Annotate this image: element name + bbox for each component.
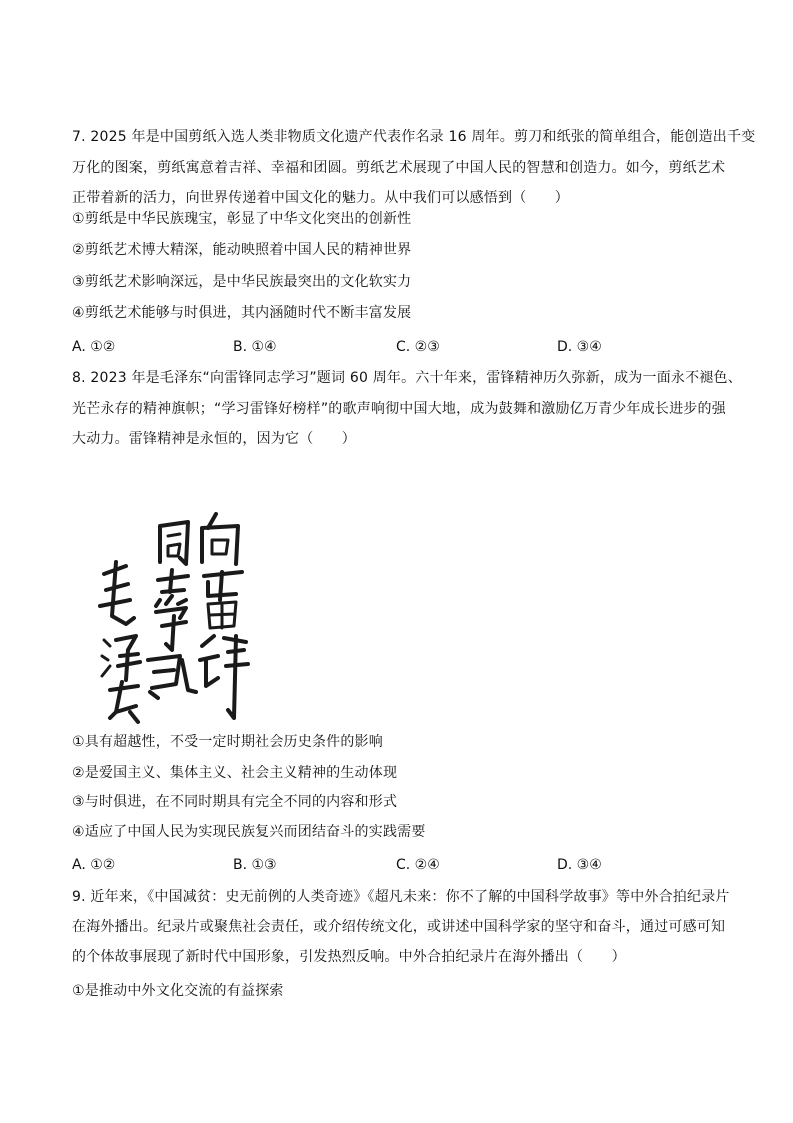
q9-statement-1: ①是推动中外文化交流的有益探索 <box>72 983 284 999</box>
q9-stem-line-1: 9. 近年来，《中国减贫：史无前例的人类奇迹》《超凡未来：你不了解的中国科学故事》等中外合拍纪录片 <box>72 889 730 905</box>
q7-statement-4: ④剪纸艺术能够与时俱进，其内涵随时代不断丰富发展 <box>72 305 412 321</box>
q9-stem-line-3: 的个体故事展现了新时代中国形象，引发热烈反响。中外合拍纪录片在海外播出（ ） <box>72 949 626 965</box>
q8-option-c: C. ②④ <box>396 857 440 873</box>
q7-option-c: C. ②③ <box>396 339 440 355</box>
q7-statement-2: ②剪纸艺术博大精深，能动映照着中国人民的精神世界 <box>72 242 412 258</box>
q7-stem-line-3: 正带着新的活力，向世界传递着中国文化的魅力。从中我们可以感悟到（ ） <box>72 190 569 206</box>
q8-statement-3: ③与时俱进，在不同时期具有完全不同的内容和形式 <box>72 794 398 810</box>
q7-stem-line-2: 万化的图案，剪纸寓意着吉祥、幸福和团圆。剪纸艺术展现了中国人民的智慧和创造力。如今，剪纸艺术 <box>72 160 726 176</box>
q7-statement-3: ③剪纸艺术影响深远，是中华民族最突出的文化软实力 <box>72 274 412 290</box>
q7-option-a: A. ①② <box>72 339 116 355</box>
q7-option-d: D. ③④ <box>557 339 602 355</box>
q8-stem-line-3: 大动力。雷锋精神是永恒的，因为它（ ） <box>72 431 356 447</box>
q8-option-d: D. ③④ <box>557 857 602 873</box>
q9-stem-line-2: 在海外播出。纪录片或聚焦社会责任，或介绍传统文化，或讲述中国科学家的坚守和奋斗，通过可感可知 <box>72 919 726 935</box>
q7-stem-line-1: 7. 2025 年是中国剪纸入选人类非物质文化遗产代表作名录 16 周年。剪刀和纸张的简单组合，能创造出千变 <box>72 129 756 145</box>
calligraphy-inscription-image <box>96 500 256 728</box>
q8-option-b: B. ①③ <box>233 857 277 873</box>
q8-stem-line-1: 8. 2023 年是毛泽东“向雷锋同志学习”题词 60 周年。六十年来，雷锋精神历久弥新，成为一面永不褪色、 <box>72 370 742 386</box>
q8-statement-4: ④适应了中国人民为实现民族复兴而团结奋斗的实践需要 <box>72 824 426 840</box>
q8-option-a: A. ①② <box>72 857 116 873</box>
q8-statement-1: ①具有超越性，不受一定时期社会历史条件的影响 <box>72 734 383 750</box>
q7-option-b: B. ①④ <box>233 339 277 355</box>
q8-stem-line-2: 光芒永存的精神旗帜；“学习雷锋好榜样”的歌声响彻中国大地，成为鼓舞和激励亿万青少年成长进步的强 <box>72 401 726 417</box>
q7-statement-1: ①剪纸是中华民族瑰宝，彰显了中华文化突出的创新性 <box>72 211 412 227</box>
q8-statement-2: ②是爱国主义、集体主义、社会主义精神的生动体现 <box>72 765 398 781</box>
